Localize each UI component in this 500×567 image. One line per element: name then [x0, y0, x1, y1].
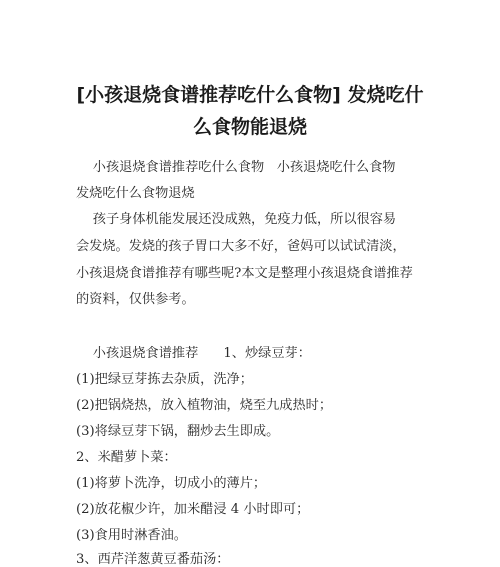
recipe-step: (3)将绿豆芽下锅，翻炒去生即成。 [76, 424, 280, 439]
body-line-4: 的资料，仅供参考。 [76, 292, 195, 307]
recipe-step: (1)把绿豆芽拣去杂质，洗净； [76, 372, 253, 387]
body-line-3: 小孩退烧食谱推荐有哪些呢?本文是整理小孩退烧食谱推荐 [76, 266, 413, 281]
body-line-2: 会发烧。发烧的孩子胃口大多不好，爸妈可以试试清淡， [76, 239, 406, 254]
recipe-step: (3)食用时淋香油。 [76, 528, 187, 543]
intro-line-2: 发烧吃什么食物退烧 [76, 186, 195, 201]
recipe-step: (1)将萝卜洗净，切成小的薄片； [76, 476, 267, 491]
intro-line-1: 小孩退烧食谱推荐吃什么食物 小孩退烧吃什么食物 [76, 160, 396, 175]
recipe-heading-1: 小孩退烧食谱推荐 1、炒绿豆芽： [76, 346, 311, 361]
recipe-heading-3: 3、西芹洋葱黄豆番茄汤： [76, 552, 230, 567]
recipe-heading-2: 2、米醋萝卜菜： [76, 450, 177, 465]
recipe-step: (2)放花椒少许，加米醋浸 4 小时即可； [76, 502, 310, 517]
title-line-2: 么食物能退烧 [192, 116, 307, 138]
title-line-1: [小孩退烧食谱推荐吃什么食物] 发烧吃什 [76, 84, 424, 106]
recipe-step: (2)把锅烧热，放入植物油，烧至九成热时； [76, 398, 333, 413]
body-line-1: 孩子身体机能发展还没成熟，免疫力低，所以很容易 [76, 212, 397, 227]
